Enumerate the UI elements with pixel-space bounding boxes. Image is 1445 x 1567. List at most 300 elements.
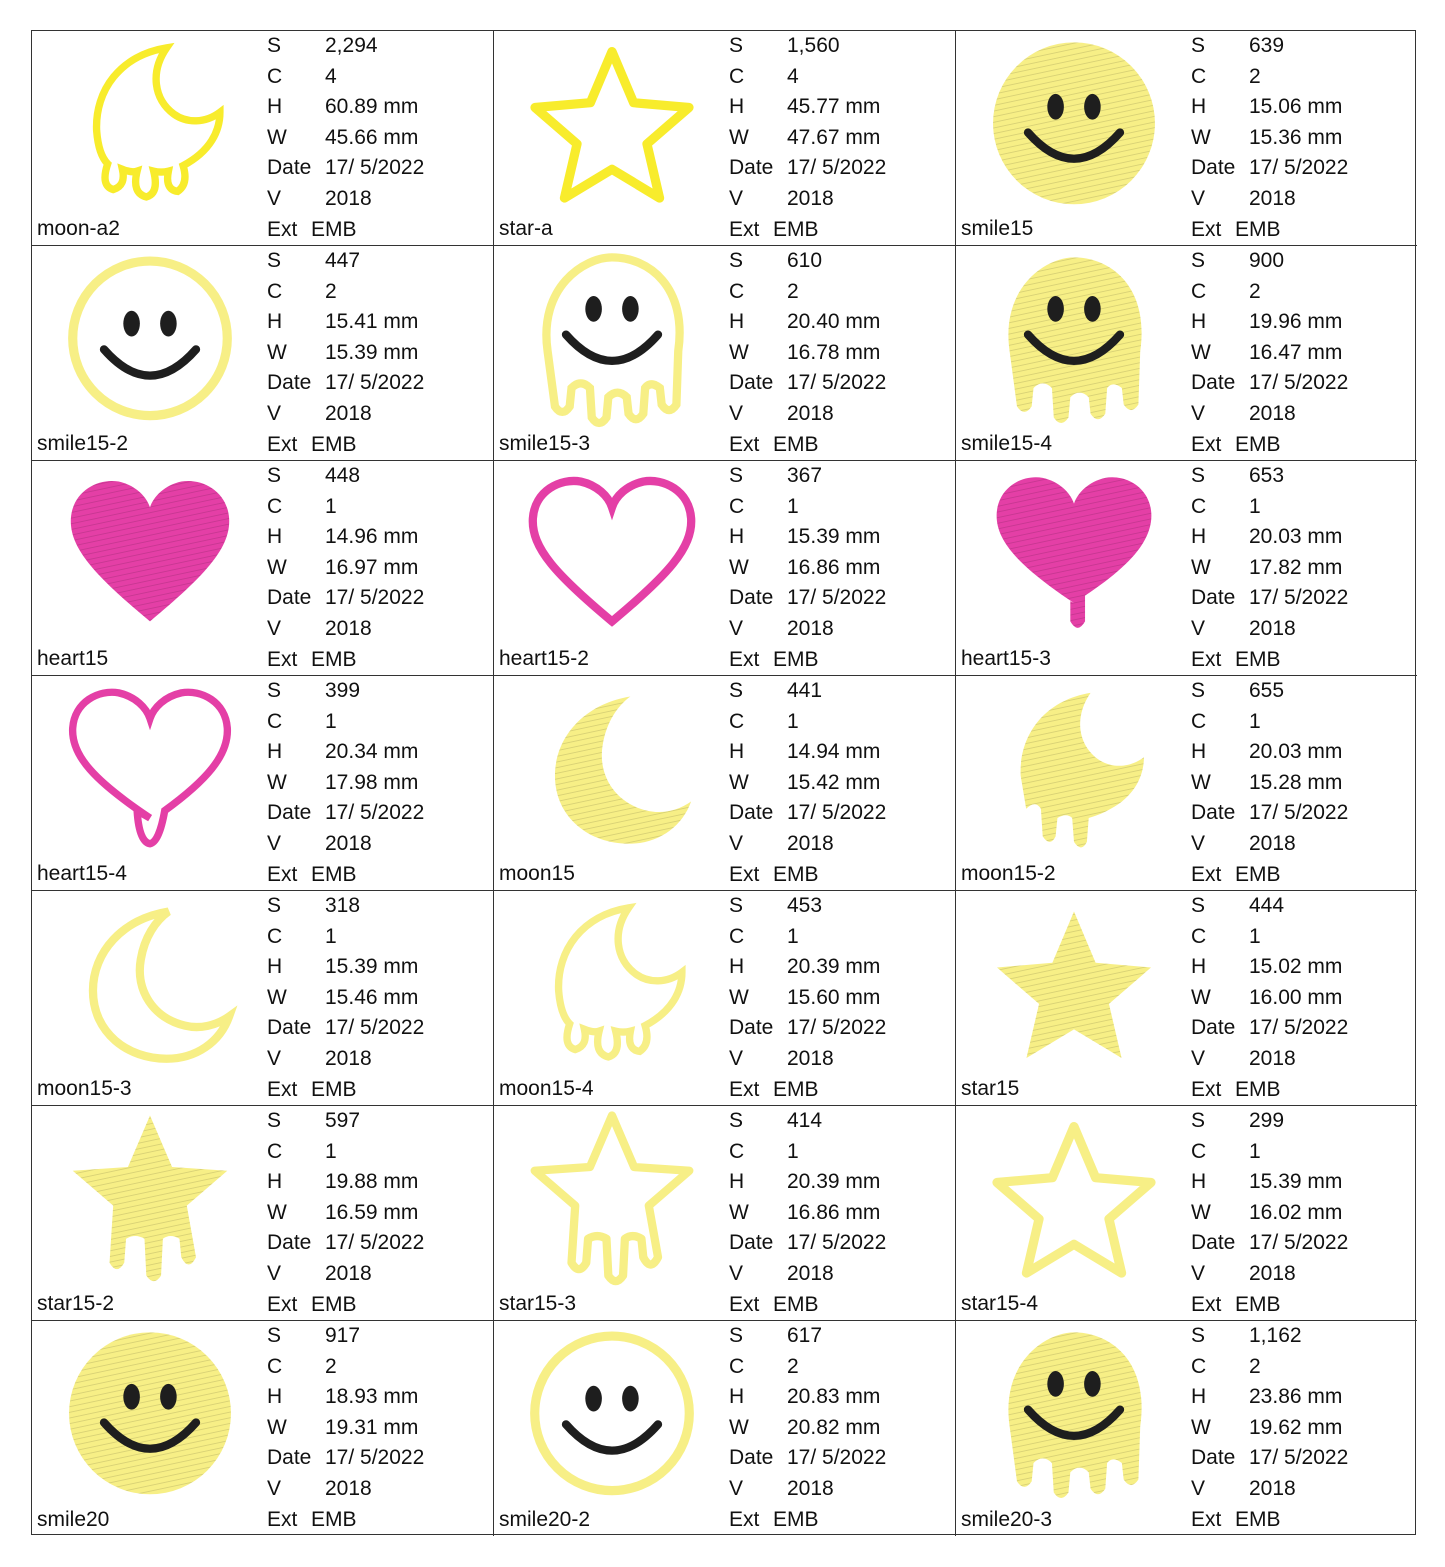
spec-label: S [1191,464,1206,487]
spec-value: EMB [1235,1508,1281,1531]
spec-label: Ext [1191,863,1222,886]
spec-value: 1 [325,710,337,733]
spec-label: Date [729,371,774,394]
design-name: smile20-3 [961,1508,1053,1531]
design-preview-image [512,680,712,864]
spec-value: 447 [325,249,361,272]
spec-label: S [267,34,282,57]
spec-label: Ext [267,1508,298,1531]
spec-value: 2018 [1249,1477,1296,1500]
spec-value: 1 [325,1140,337,1163]
design-card [494,246,956,461]
spec-label: S [267,464,282,487]
spec-value: 16.86 mm [787,1201,881,1224]
design-name: heart15-4 [37,862,127,885]
spec-value: 2018 [325,617,372,640]
spec-label: Date [267,1446,312,1469]
spec-label: Ext [729,1078,760,1101]
spec-label: V [729,617,744,640]
spec-label: W [1191,341,1211,364]
design-name: moon-a2 [37,217,120,240]
spec-value: 17/ 5/2022 [325,371,425,394]
spec-value: 23.86 mm [1249,1385,1343,1408]
spec-value: 20.34 mm [325,740,419,763]
spec-value: 18.93 mm [325,1385,419,1408]
spec-value: 15.39 mm [325,955,419,978]
spec-value: 2 [787,1355,799,1378]
spec-label: V [267,1262,282,1285]
spec-label: C [1191,1140,1207,1163]
spec-label: S [267,1109,282,1132]
spec-label: C [267,925,283,948]
spec-label: Ext [729,1508,760,1531]
spec-value: 2018 [325,187,372,210]
spec-value: EMB [311,1293,357,1316]
spec-value: EMB [773,433,819,456]
spec-value: 2018 [325,832,372,855]
design-name: smile20 [37,1508,110,1531]
spec-value: 17/ 5/2022 [1249,156,1349,179]
spec-value: 4 [325,65,337,88]
design-card [494,1321,956,1536]
spec-label: C [729,710,745,733]
spec-value: 20.03 mm [1249,525,1343,548]
spec-label: S [1191,1109,1206,1132]
spec-value: 2 [325,280,337,303]
spec-value: 20.82 mm [787,1416,881,1439]
design-preview-image [50,1110,250,1294]
spec-value: 15.39 mm [1249,1170,1343,1193]
spec-label: Date [1191,371,1236,394]
design-name: smile15-2 [37,432,129,455]
spec-value: EMB [773,218,819,241]
spec-value: 15.36 mm [1249,126,1343,149]
spec-label: W [267,556,287,579]
spec-value: 17/ 5/2022 [1249,586,1349,609]
spec-label: Ext [729,1293,760,1316]
spec-value: 2 [1249,280,1261,303]
spec-value: 47.67 mm [787,126,881,149]
design-preview-image [512,1110,712,1294]
spec-value: EMB [773,1508,819,1531]
spec-value: 15.39 mm [787,525,881,548]
spec-value: 639 [1249,34,1285,57]
spec-label: Date [1191,1231,1236,1254]
spec-label: H [267,955,283,978]
spec-label: S [729,34,744,57]
spec-label: C [1191,925,1207,948]
spec-value: 60.89 mm [325,95,419,118]
spec-value: 17.98 mm [325,771,419,794]
spec-value: 16.97 mm [325,556,419,579]
spec-value: 2,294 [325,34,378,57]
spec-label: S [729,894,744,917]
spec-label: H [267,1170,283,1193]
spec-value: 19.88 mm [325,1170,419,1193]
design-preview-image [512,1325,712,1509]
design-card [956,1106,1417,1321]
design-preview-image [512,250,712,434]
spec-value: 453 [787,894,823,917]
spec-label: W [267,986,287,1009]
design-preview-image [50,895,250,1079]
spec-value: 900 [1249,249,1285,272]
spec-value: 45.66 mm [325,126,419,149]
spec-label: W [729,1201,749,1224]
spec-value: EMB [773,863,819,886]
spec-value: 2 [1249,1355,1261,1378]
spec-label: V [1191,1477,1206,1500]
spec-label: W [267,1201,287,1224]
spec-label: S [729,464,744,487]
design-preview-image [974,250,1174,434]
spec-label: C [729,1140,745,1163]
spec-value: 2018 [1249,402,1296,425]
design-card [32,676,494,891]
spec-label: V [267,1477,282,1500]
spec-label: Date [1191,801,1236,824]
spec-value: 14.94 mm [787,740,881,763]
spec-value: 15.39 mm [325,341,419,364]
spec-value: 2018 [1249,832,1296,855]
spec-label: Ext [267,648,298,671]
spec-label: Ext [729,648,760,671]
spec-value: 19.31 mm [325,1416,419,1439]
spec-value: 20.39 mm [787,1170,881,1193]
design-name: moon15 [499,862,575,885]
spec-label: V [267,402,282,425]
spec-label: S [1191,894,1206,917]
spec-label: Ext [267,1078,298,1101]
design-card [32,246,494,461]
spec-value: 2018 [325,1477,372,1500]
spec-value: 2018 [325,1262,372,1285]
spec-value: 610 [787,249,823,272]
spec-value: 15.42 mm [787,771,881,794]
spec-label: H [267,525,283,548]
spec-label: W [729,126,749,149]
spec-label: C [267,280,283,303]
spec-label: H [267,740,283,763]
spec-value: 17/ 5/2022 [787,1231,887,1254]
spec-value: 17.82 mm [1249,556,1343,579]
spec-label: Ext [729,433,760,456]
design-preview-image [512,35,712,219]
spec-value: 2018 [325,1047,372,1070]
spec-value: 17/ 5/2022 [325,586,425,609]
spec-label: S [729,249,744,272]
spec-value: 399 [325,679,361,702]
spec-value: 655 [1249,679,1285,702]
spec-label: W [729,341,749,364]
spec-label: Date [1191,156,1236,179]
spec-value: EMB [311,648,357,671]
spec-label: H [729,740,745,763]
spec-value: EMB [1235,433,1281,456]
spec-value: 20.83 mm [787,1385,881,1408]
spec-value: 1 [1249,1140,1261,1163]
spec-label: W [1191,1416,1211,1439]
spec-value: 17/ 5/2022 [325,156,425,179]
spec-label: W [1191,1201,1211,1224]
spec-label: H [729,310,745,333]
spec-value: 2018 [1249,1262,1296,1285]
spec-label: C [1191,65,1207,88]
spec-label: H [1191,955,1207,978]
spec-label: V [1191,1047,1206,1070]
spec-value: 2018 [787,832,834,855]
design-card [956,31,1417,246]
spec-label: S [729,1109,744,1132]
spec-value: EMB [1235,218,1281,241]
spec-value: 2018 [325,402,372,425]
spec-label: Date [729,156,774,179]
spec-label: Ext [729,863,760,886]
spec-label: Ext [1191,1078,1222,1101]
spec-label: C [267,1355,283,1378]
spec-label: C [1191,1355,1207,1378]
design-name: heart15 [37,647,109,670]
spec-value: 17/ 5/2022 [1249,371,1349,394]
spec-value: 1 [325,925,337,948]
spec-value: EMB [1235,1078,1281,1101]
design-card [494,31,956,246]
spec-label: V [267,617,282,640]
design-preview-image [50,465,250,649]
spec-value: 1,560 [787,34,840,57]
spec-label: Ext [729,218,760,241]
spec-label: S [267,1324,282,1347]
spec-label: S [1191,34,1206,57]
spec-value: 617 [787,1324,823,1347]
spec-value: 20.03 mm [1249,740,1343,763]
spec-label: H [267,95,283,118]
spec-value: 20.39 mm [787,955,881,978]
spec-value: 14.96 mm [325,525,419,548]
design-catalog-grid [31,30,1416,1535]
spec-label: C [1191,495,1207,518]
spec-value: 17/ 5/2022 [325,1446,425,1469]
spec-label: Ext [1191,1293,1222,1316]
spec-value: 16.78 mm [787,341,881,364]
spec-label: Date [267,156,312,179]
spec-label: C [729,65,745,88]
spec-value: 2018 [787,617,834,640]
spec-label: Date [729,1231,774,1254]
design-preview-image [974,465,1174,649]
spec-value: EMB [311,433,357,456]
spec-value: 15.60 mm [787,986,881,1009]
spec-value: 448 [325,464,361,487]
spec-value: 16.47 mm [1249,341,1343,364]
spec-value: 2018 [787,1262,834,1285]
spec-value: 17/ 5/2022 [325,801,425,824]
design-card [32,1106,494,1321]
spec-value: 20.40 mm [787,310,881,333]
spec-label: C [1191,280,1207,303]
design-card [956,246,1417,461]
spec-label: Ext [267,433,298,456]
spec-value: 318 [325,894,361,917]
spec-label: Date [1191,1446,1236,1469]
spec-label: S [267,249,282,272]
spec-label: V [267,1047,282,1070]
design-name: heart15-2 [499,647,589,670]
spec-label: Date [1191,1016,1236,1039]
spec-label: S [1191,249,1206,272]
design-preview-image [50,1325,250,1509]
design-name: moon15-3 [37,1077,132,1100]
spec-label: C [267,1140,283,1163]
design-name: star15-3 [499,1292,577,1315]
spec-value: 2018 [787,1477,834,1500]
spec-label: C [729,1355,745,1378]
spec-value: 15.02 mm [1249,955,1343,978]
spec-value: EMB [311,1078,357,1101]
spec-label: C [267,495,283,518]
spec-label: H [1191,525,1207,548]
spec-value: 17/ 5/2022 [787,1016,887,1039]
design-card [956,461,1417,676]
spec-label: V [1191,832,1206,855]
design-name: heart15-3 [961,647,1051,670]
spec-label: Ext [1191,1508,1222,1531]
design-preview-image [512,895,712,1079]
spec-label: C [729,495,745,518]
spec-label: H [729,95,745,118]
spec-value: 414 [787,1109,823,1132]
design-name: smile15-3 [499,432,591,455]
design-preview-image [50,250,250,434]
spec-label: Date [267,371,312,394]
spec-label: H [267,310,283,333]
design-card [956,676,1417,891]
spec-value: 19.96 mm [1249,310,1343,333]
spec-value: 2018 [1249,617,1296,640]
spec-label: Ext [1191,648,1222,671]
spec-value: 17/ 5/2022 [1249,801,1349,824]
spec-label: Ext [1191,433,1222,456]
design-card [32,891,494,1106]
spec-label: W [1191,126,1211,149]
spec-label: Date [729,801,774,824]
spec-value: 17/ 5/2022 [325,1231,425,1254]
design-name: smile15 [961,217,1034,240]
design-name: star15-2 [37,1292,115,1315]
spec-value: 367 [787,464,823,487]
spec-value: 597 [325,1109,361,1132]
design-name: moon15-2 [961,862,1056,885]
design-card [32,461,494,676]
spec-label: V [1191,617,1206,640]
design-name: star-a [499,217,553,240]
spec-value: 15.06 mm [1249,95,1343,118]
design-card [494,1106,956,1321]
spec-label: C [267,65,283,88]
spec-label: S [729,679,744,702]
spec-value: 2 [1249,65,1261,88]
spec-value: 1 [787,1140,799,1163]
spec-label: W [267,1416,287,1439]
spec-label: Ext [267,863,298,886]
spec-label: W [1191,556,1211,579]
spec-label: S [729,1324,744,1347]
spec-value: 2018 [1249,187,1296,210]
spec-label: V [729,1262,744,1285]
design-card [494,676,956,891]
spec-value: EMB [773,1293,819,1316]
spec-label: V [1191,187,1206,210]
spec-value: 444 [1249,894,1285,917]
spec-label: H [729,1170,745,1193]
spec-value: 17/ 5/2022 [787,156,887,179]
spec-value: 17/ 5/2022 [787,586,887,609]
spec-label: C [267,710,283,733]
spec-label: Ext [267,1293,298,1316]
spec-value: EMB [311,218,357,241]
spec-label: H [267,1385,283,1408]
spec-label: W [729,771,749,794]
spec-label: W [729,1416,749,1439]
spec-label: V [267,832,282,855]
spec-value: 17/ 5/2022 [1249,1231,1349,1254]
design-card [32,31,494,246]
spec-label: H [729,525,745,548]
design-card [32,1321,494,1536]
spec-label: V [267,187,282,210]
spec-label: W [1191,986,1211,1009]
design-preview-image [974,1110,1174,1294]
spec-label: Date [1191,586,1236,609]
spec-value: EMB [311,863,357,886]
spec-label: S [1191,679,1206,702]
spec-label: Date [729,1446,774,1469]
spec-value: 2018 [1249,1047,1296,1070]
spec-label: W [729,556,749,579]
spec-value: 16.00 mm [1249,986,1343,1009]
spec-value: 653 [1249,464,1285,487]
spec-value: 1 [1249,710,1261,733]
design-preview-image [50,680,250,864]
spec-value: EMB [1235,863,1281,886]
spec-value: EMB [311,1508,357,1531]
spec-label: H [1191,1170,1207,1193]
spec-label: V [1191,1262,1206,1285]
design-preview-image [512,465,712,649]
design-preview-image [974,895,1174,1079]
spec-value: 16.59 mm [325,1201,419,1224]
spec-value: 299 [1249,1109,1285,1132]
spec-value: EMB [773,648,819,671]
spec-label: V [729,832,744,855]
spec-label: H [1191,310,1207,333]
spec-label: Date [267,586,312,609]
design-name: star15 [961,1077,1020,1100]
spec-label: Date [729,1016,774,1039]
spec-value: 17/ 5/2022 [787,1446,887,1469]
spec-value: 17/ 5/2022 [1249,1016,1349,1039]
spec-value: 17/ 5/2022 [1249,1446,1349,1469]
design-card [494,461,956,676]
spec-label: V [729,187,744,210]
spec-label: V [729,1477,744,1500]
spec-value: 19.62 mm [1249,1416,1343,1439]
spec-value: 1 [787,710,799,733]
spec-label: V [729,402,744,425]
spec-label: Date [267,801,312,824]
spec-value: 4 [787,65,799,88]
spec-label: Ext [267,218,298,241]
